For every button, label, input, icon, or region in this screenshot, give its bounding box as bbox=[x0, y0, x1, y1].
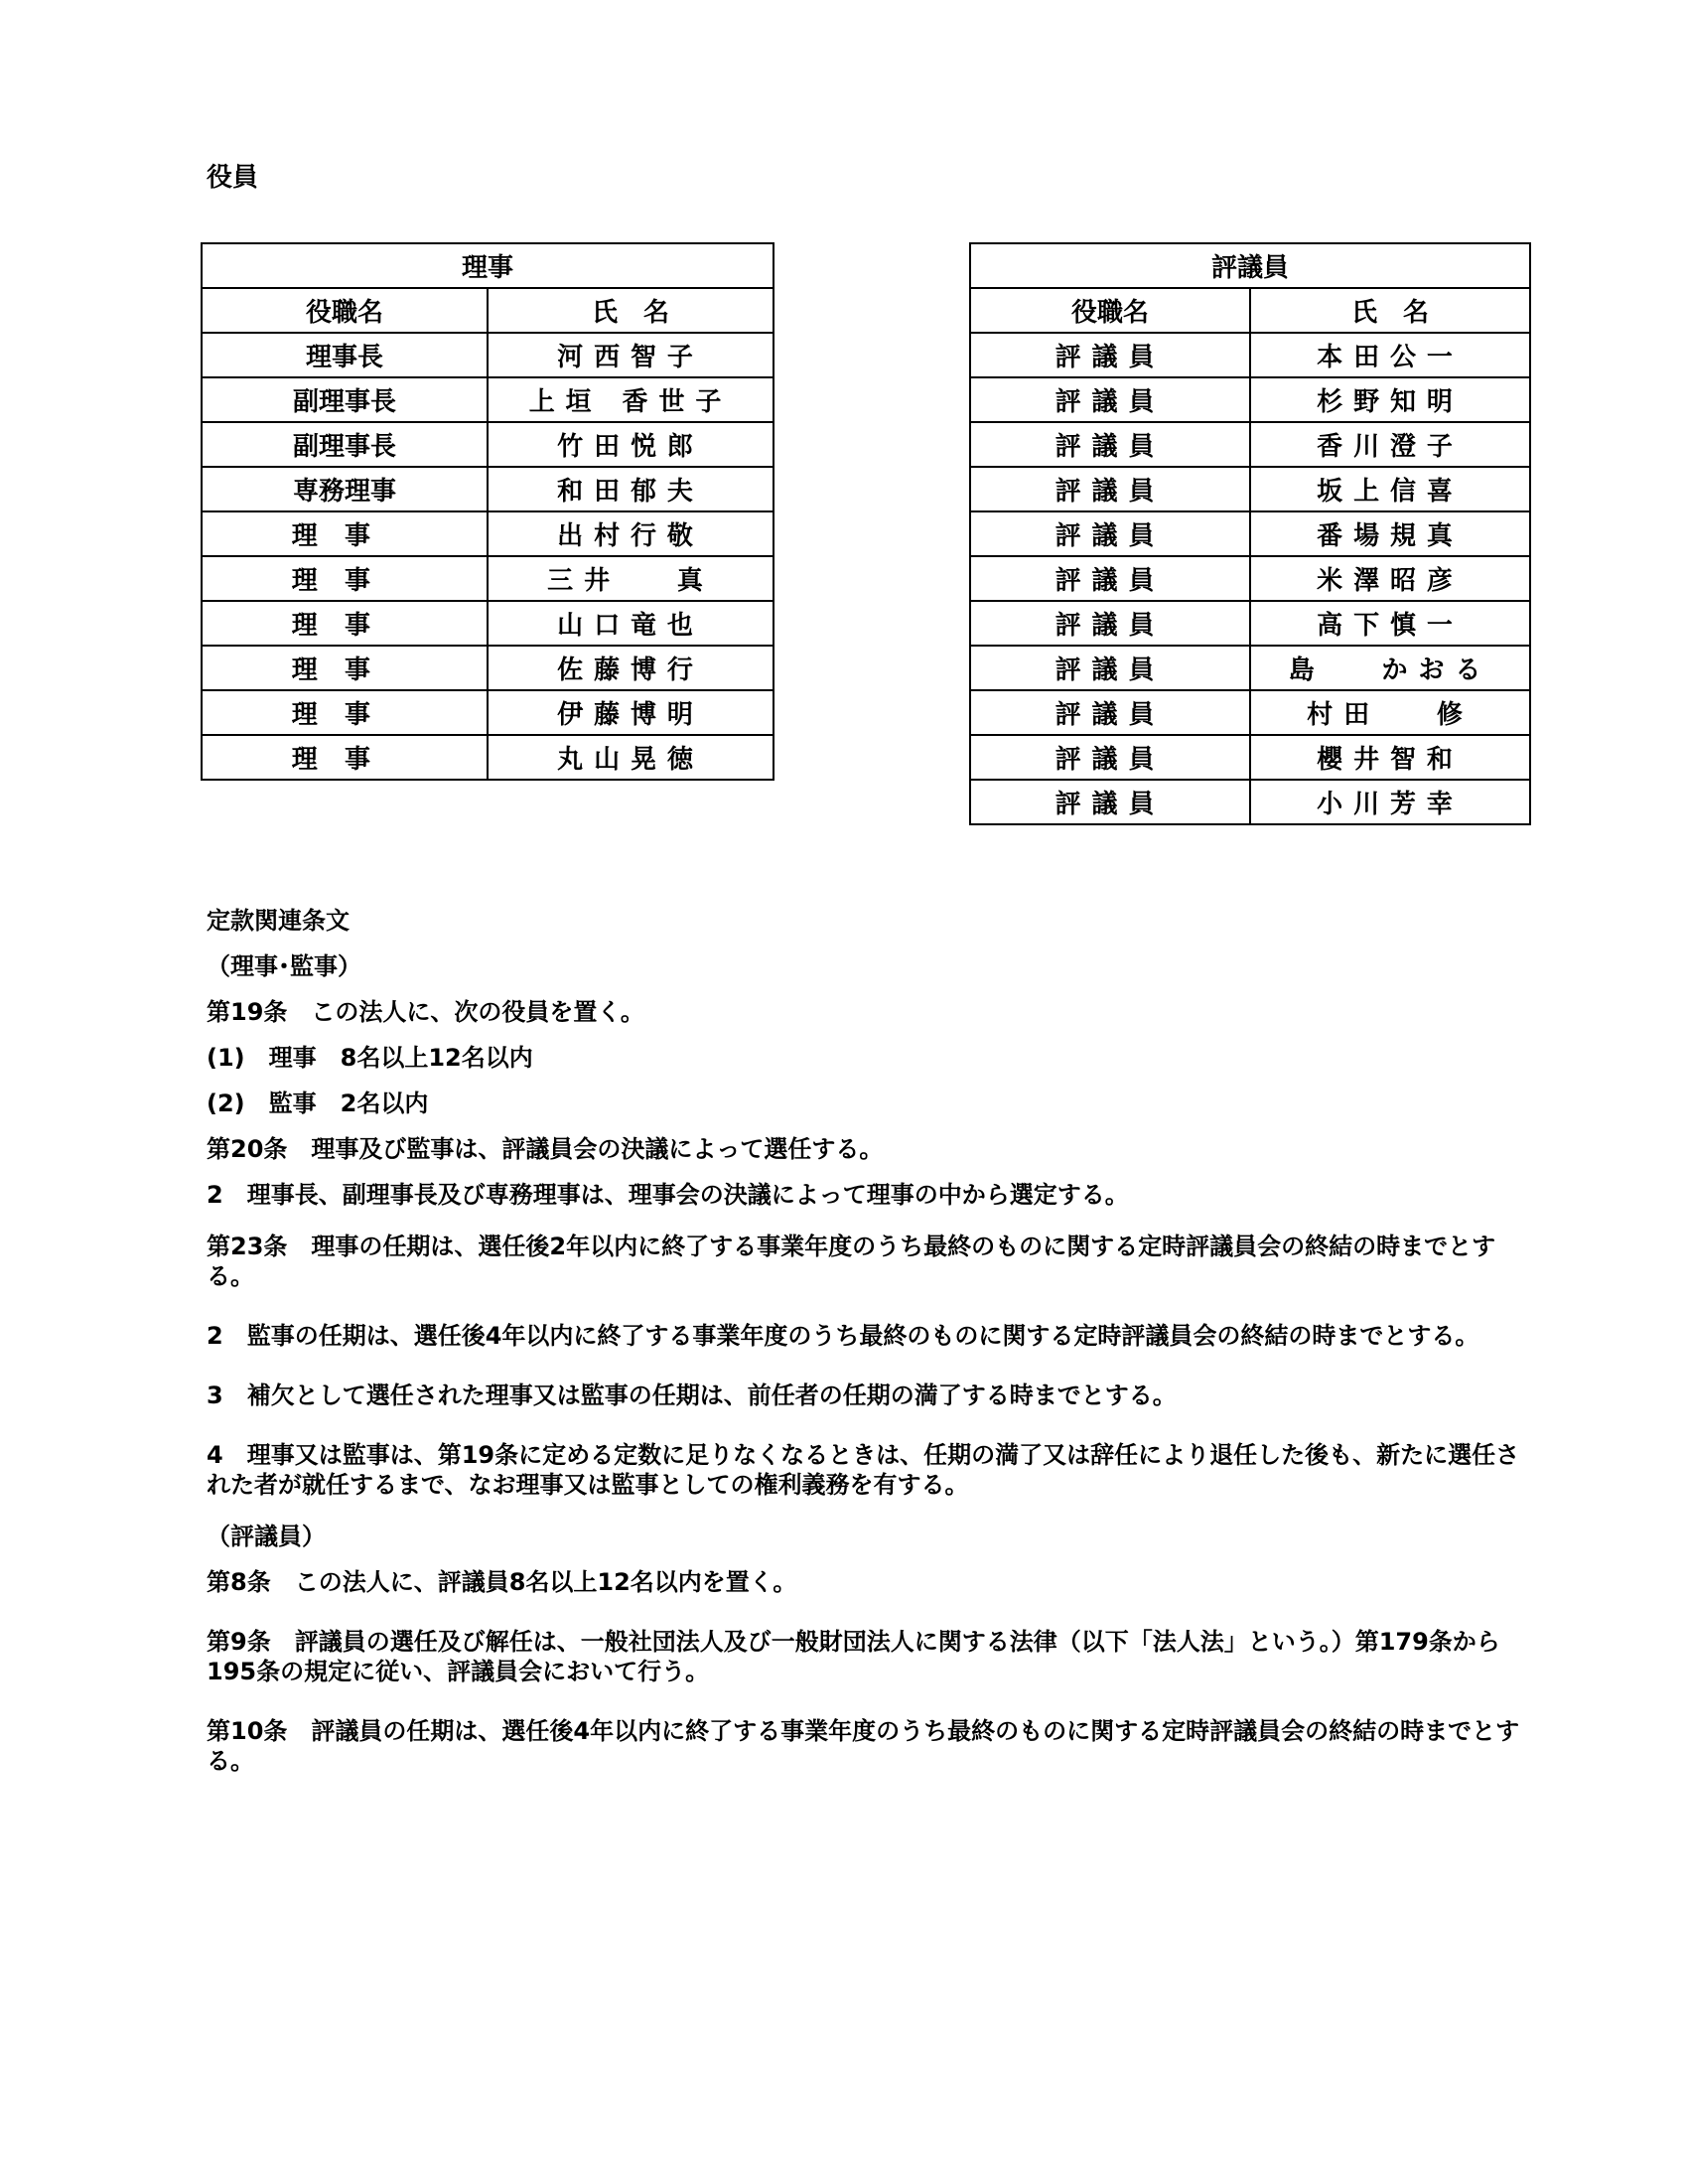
councilors-col-role-header: 役職名 bbox=[970, 288, 1250, 333]
councilor-role-cell: 評議員 bbox=[970, 467, 1250, 511]
section-directors-heading: （理事･監事） bbox=[207, 952, 361, 980]
director-role-cell: 理事 bbox=[202, 646, 488, 690]
article-10: 第10条 評議員の任期は、選任後4年以内に終了する事業年度のうち最終のものに関する定時評議員会の終結の時までとする。 bbox=[207, 1717, 1520, 1775]
councilor-name-cell: 杉野知明 bbox=[1250, 377, 1530, 422]
director-row bbox=[202, 333, 774, 377]
director-name-cell: 伊藤博明 bbox=[488, 690, 774, 735]
article-23-para-2: 2 監事の任期は、選任後4年以内に終了する事業年度のうち最終のものに関する定時評議員会の終結の時までとする。 bbox=[207, 1322, 1479, 1350]
article-20-para-2: 2 理事長、副理事長及び専務理事は、理事会の決議によって理事の中から選定する。 bbox=[207, 1181, 1129, 1209]
councilor-name-cell: 番場規真 bbox=[1250, 511, 1530, 556]
councilor-row bbox=[970, 467, 1530, 511]
directors-table-body bbox=[202, 243, 774, 780]
directors-table bbox=[201, 242, 774, 781]
article-19-item-1: (1) 理事 8名以上12名以内 bbox=[207, 1044, 533, 1072]
director-row bbox=[202, 377, 774, 422]
articles-section bbox=[207, 906, 1527, 1792]
director-role-cell: 理事 bbox=[202, 601, 488, 646]
councilor-name-cell: 村田 修 bbox=[1250, 690, 1530, 735]
article-8: 第8条 この法人に、評議員8名以上12名以内を置く。 bbox=[207, 1568, 797, 1596]
director-row bbox=[202, 735, 774, 780]
article-20: 第20条 理事及び監事は、評議員会の決議によって選任する。 bbox=[207, 1135, 884, 1163]
councilor-role-cell: 評議員 bbox=[970, 690, 1250, 735]
councilor-row bbox=[970, 377, 1530, 422]
article-23-para-3: 3 補欠として選任された理事又は監事の任期は、前任者の任期の満了する時までとする。 bbox=[207, 1382, 1177, 1409]
director-name-cell: 竹田悦郎 bbox=[488, 422, 774, 467]
councilor-name-cell: 島 かおる bbox=[1250, 646, 1530, 690]
councilor-role-cell: 評議員 bbox=[970, 422, 1250, 467]
councilor-row bbox=[970, 601, 1530, 646]
councilor-name-cell: 櫻井智和 bbox=[1250, 735, 1530, 780]
councilor-role-cell: 評議員 bbox=[970, 735, 1250, 780]
directors-table-caption: 理事 bbox=[202, 243, 774, 288]
director-name-cell: 出村行敬 bbox=[488, 511, 774, 556]
director-role-cell: 副理事長 bbox=[202, 422, 488, 467]
councilors-table-caption: 評議員 bbox=[970, 243, 1530, 288]
councilor-row bbox=[970, 333, 1530, 377]
councilor-role-cell: 評議員 bbox=[970, 333, 1250, 377]
director-row bbox=[202, 646, 774, 690]
director-role-cell: 副理事長 bbox=[202, 377, 488, 422]
councilors-col-name-header: 氏 名 bbox=[1250, 288, 1530, 333]
director-name-cell: 山口竜也 bbox=[488, 601, 774, 646]
councilor-row bbox=[970, 690, 1530, 735]
director-name-cell: 佐藤博行 bbox=[488, 646, 774, 690]
director-row bbox=[202, 511, 774, 556]
director-name-cell: 丸山晃徳 bbox=[488, 735, 774, 780]
councilor-name-cell: 坂上信喜 bbox=[1250, 467, 1530, 511]
councilor-name-cell: 香川澄子 bbox=[1250, 422, 1530, 467]
director-role-cell: 理事 bbox=[202, 690, 488, 735]
directors-table-caption-row bbox=[202, 243, 774, 288]
article-19: 第19条 この法人に、次の役員を置く。 bbox=[207, 998, 644, 1026]
directors-table-header-row bbox=[202, 288, 774, 333]
councilor-name-cell: 高下慎一 bbox=[1250, 601, 1530, 646]
councilor-name-cell: 米澤昭彦 bbox=[1250, 556, 1530, 601]
councilor-row bbox=[970, 780, 1530, 824]
article-23-para-4: 4 理事又は監事は、第19条に定める定数に足りなくなるときは、任期の満了又は辞任により退任した後も、新たに選任された者が就任するまで、なお理事又は監事としての権利義務を有する。 bbox=[207, 1441, 1520, 1499]
councilor-name-cell: 本田公一 bbox=[1250, 333, 1530, 377]
councilors-table bbox=[969, 242, 1531, 825]
councilor-row bbox=[970, 511, 1530, 556]
councilor-role-cell: 評議員 bbox=[970, 511, 1250, 556]
councilor-name-cell: 小川芳幸 bbox=[1250, 780, 1530, 824]
councilor-row bbox=[970, 735, 1530, 780]
director-role-cell: 理事 bbox=[202, 556, 488, 601]
directors-col-role-header: 役職名 bbox=[202, 288, 488, 333]
director-row bbox=[202, 467, 774, 511]
councilor-role-cell: 評議員 bbox=[970, 556, 1250, 601]
section-councilors-heading: （評議員） bbox=[207, 1523, 326, 1550]
councilor-row bbox=[970, 556, 1530, 601]
director-row bbox=[202, 690, 774, 735]
director-row bbox=[202, 556, 774, 601]
director-role-cell: 理事 bbox=[202, 735, 488, 780]
article-23: 第23条 理事の任期は、選任後2年以内に終了する事業年度のうち最終のものに関する定時評議員会の終結の時までとする。 bbox=[207, 1233, 1496, 1290]
director-role-cell: 理事 bbox=[202, 511, 488, 556]
councilors-table-header-row bbox=[970, 288, 1530, 333]
director-row bbox=[202, 422, 774, 467]
councilor-row bbox=[970, 646, 1530, 690]
director-name-cell: 和田郁夫 bbox=[488, 467, 774, 511]
director-role-cell: 理事長 bbox=[202, 333, 488, 377]
article-19-item-2: (2) 監事 2名以内 bbox=[207, 1090, 429, 1117]
councilor-role-cell: 評議員 bbox=[970, 646, 1250, 690]
page-title: 役員 bbox=[207, 163, 259, 193]
councilor-role-cell: 評議員 bbox=[970, 780, 1250, 824]
articles-heading: 定款関連条文 bbox=[207, 907, 350, 935]
councilor-role-cell: 評議員 bbox=[970, 377, 1250, 422]
article-9: 第9条 評議員の選任及び解任は、一般社団法人及び一般財団法人に関する法律（以下「法人法」という。）第179条から195条の規定に従い、評議員会において行う。 bbox=[207, 1628, 1500, 1685]
councilor-role-cell: 評議員 bbox=[970, 601, 1250, 646]
director-name-cell: 上垣 香世子 bbox=[488, 377, 774, 422]
councilors-table-body bbox=[970, 243, 1530, 824]
directors-col-name-header: 氏 名 bbox=[488, 288, 774, 333]
director-name-cell: 三井 真 bbox=[488, 556, 774, 601]
councilors-table-caption-row bbox=[970, 243, 1530, 288]
director-row bbox=[202, 601, 774, 646]
director-name-cell: 河西智子 bbox=[488, 333, 774, 377]
councilor-row bbox=[970, 422, 1530, 467]
director-role-cell: 専務理事 bbox=[202, 467, 488, 511]
